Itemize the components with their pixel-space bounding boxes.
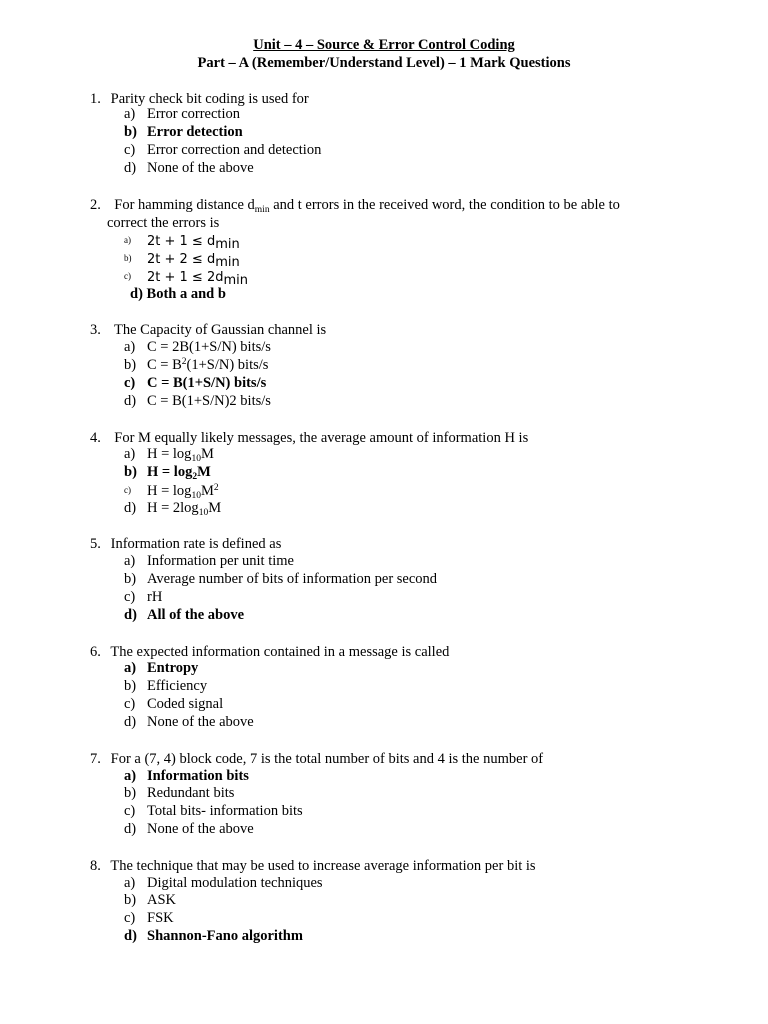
option-6d: d) None of the above bbox=[124, 714, 254, 730]
option-3c-correct: c) C = B(1+S/N) bits/s bbox=[124, 375, 267, 391]
option-6a-correct: a) Entropy bbox=[124, 660, 199, 676]
document-subtitle: Part – A (Remember/Understand Level) – 1 Mark Questions bbox=[197, 55, 571, 71]
option-4c: c) $H = \log_{10}M^2$ bbox=[124, 483, 219, 501]
question-3: 3. The Capacity of Gaussian channel is bbox=[90, 322, 327, 338]
option-8b: b) ASK bbox=[124, 892, 177, 908]
document-title: Unit – 4 – Source & Error Control Coding bbox=[253, 37, 515, 53]
option-6b: b) Efficiency bbox=[124, 678, 208, 694]
option-1a: a) Error correction bbox=[124, 106, 240, 122]
question-2-line2: correct the errors is bbox=[107, 215, 220, 231]
option-8d-correct: d) Shannon-Fano algorithm bbox=[124, 928, 303, 944]
question-5: 5. Information rate is defined as bbox=[90, 536, 282, 552]
option-2b: b) $2t + 2 \le d_{min}$ bbox=[124, 252, 240, 270]
option-4b-correct: b) $H = \log_2M$ bbox=[124, 464, 211, 482]
option-7c: c) Total bits- information bits bbox=[124, 803, 303, 819]
option-5d-correct: d) All of the above bbox=[124, 607, 245, 623]
question-8: 8. The technique that may be used to increase average information per bit is bbox=[90, 858, 536, 874]
option-7a-correct: a) Information bits bbox=[124, 768, 249, 784]
option-5a: a) Information per unit time bbox=[124, 553, 294, 569]
option-4d: d) $H = 2\log_{10}M$ bbox=[124, 500, 222, 518]
option-5b: b) Average number of bits of information per second bbox=[124, 571, 438, 587]
option-3b: b) $C = B^2(1+S/N)$ bits/s bbox=[124, 357, 269, 373]
question-text: Parity check bit coding is used for bbox=[110, 91, 309, 107]
option-3d: d) C = B(1+S/N)2 bits/s bbox=[124, 393, 271, 409]
option-2a: a) $2t + 1 \le d_{min}$ bbox=[124, 234, 240, 252]
option-7d: d) None of the above bbox=[124, 821, 254, 837]
question-2: 2. For hamming distance $d_{min}$ and t errors in the received word, the condition to be able to bbox=[90, 197, 620, 215]
option-6c: c) Coded signal bbox=[124, 696, 224, 712]
option-5c: c) rH bbox=[124, 589, 163, 605]
question-4: 4. For M equally likely messages, the average amount of information H is bbox=[90, 430, 529, 446]
question-7: 7. For a (7, 4) block code, 7 is the total number of bits and 4 is the number of bbox=[90, 751, 544, 767]
option-1c: c) Error correction and detection bbox=[124, 142, 322, 158]
option-3a: a) C = 2B(1+S/N) bits/s bbox=[124, 339, 271, 355]
question-6: 6. The expected information contained in a message is called bbox=[90, 644, 450, 660]
option-1b-correct: b) Error detection bbox=[124, 124, 243, 140]
option-8a: a) Digital modulation techniques bbox=[124, 875, 323, 891]
option-1d: d) None of the above bbox=[124, 160, 254, 176]
option-2c: c) $2t + 1 \le 2d_{min}$ bbox=[124, 270, 248, 288]
option-2d-correct: d) Both a and b bbox=[130, 286, 226, 302]
option-4a: a) $H = \log_{10}M$ bbox=[124, 446, 214, 464]
option-7b: b) Redundant bits bbox=[124, 785, 235, 801]
question-1: 1. Parity check bit coding is used for bbox=[90, 91, 309, 107]
option-8c: c) FSK bbox=[124, 910, 174, 926]
